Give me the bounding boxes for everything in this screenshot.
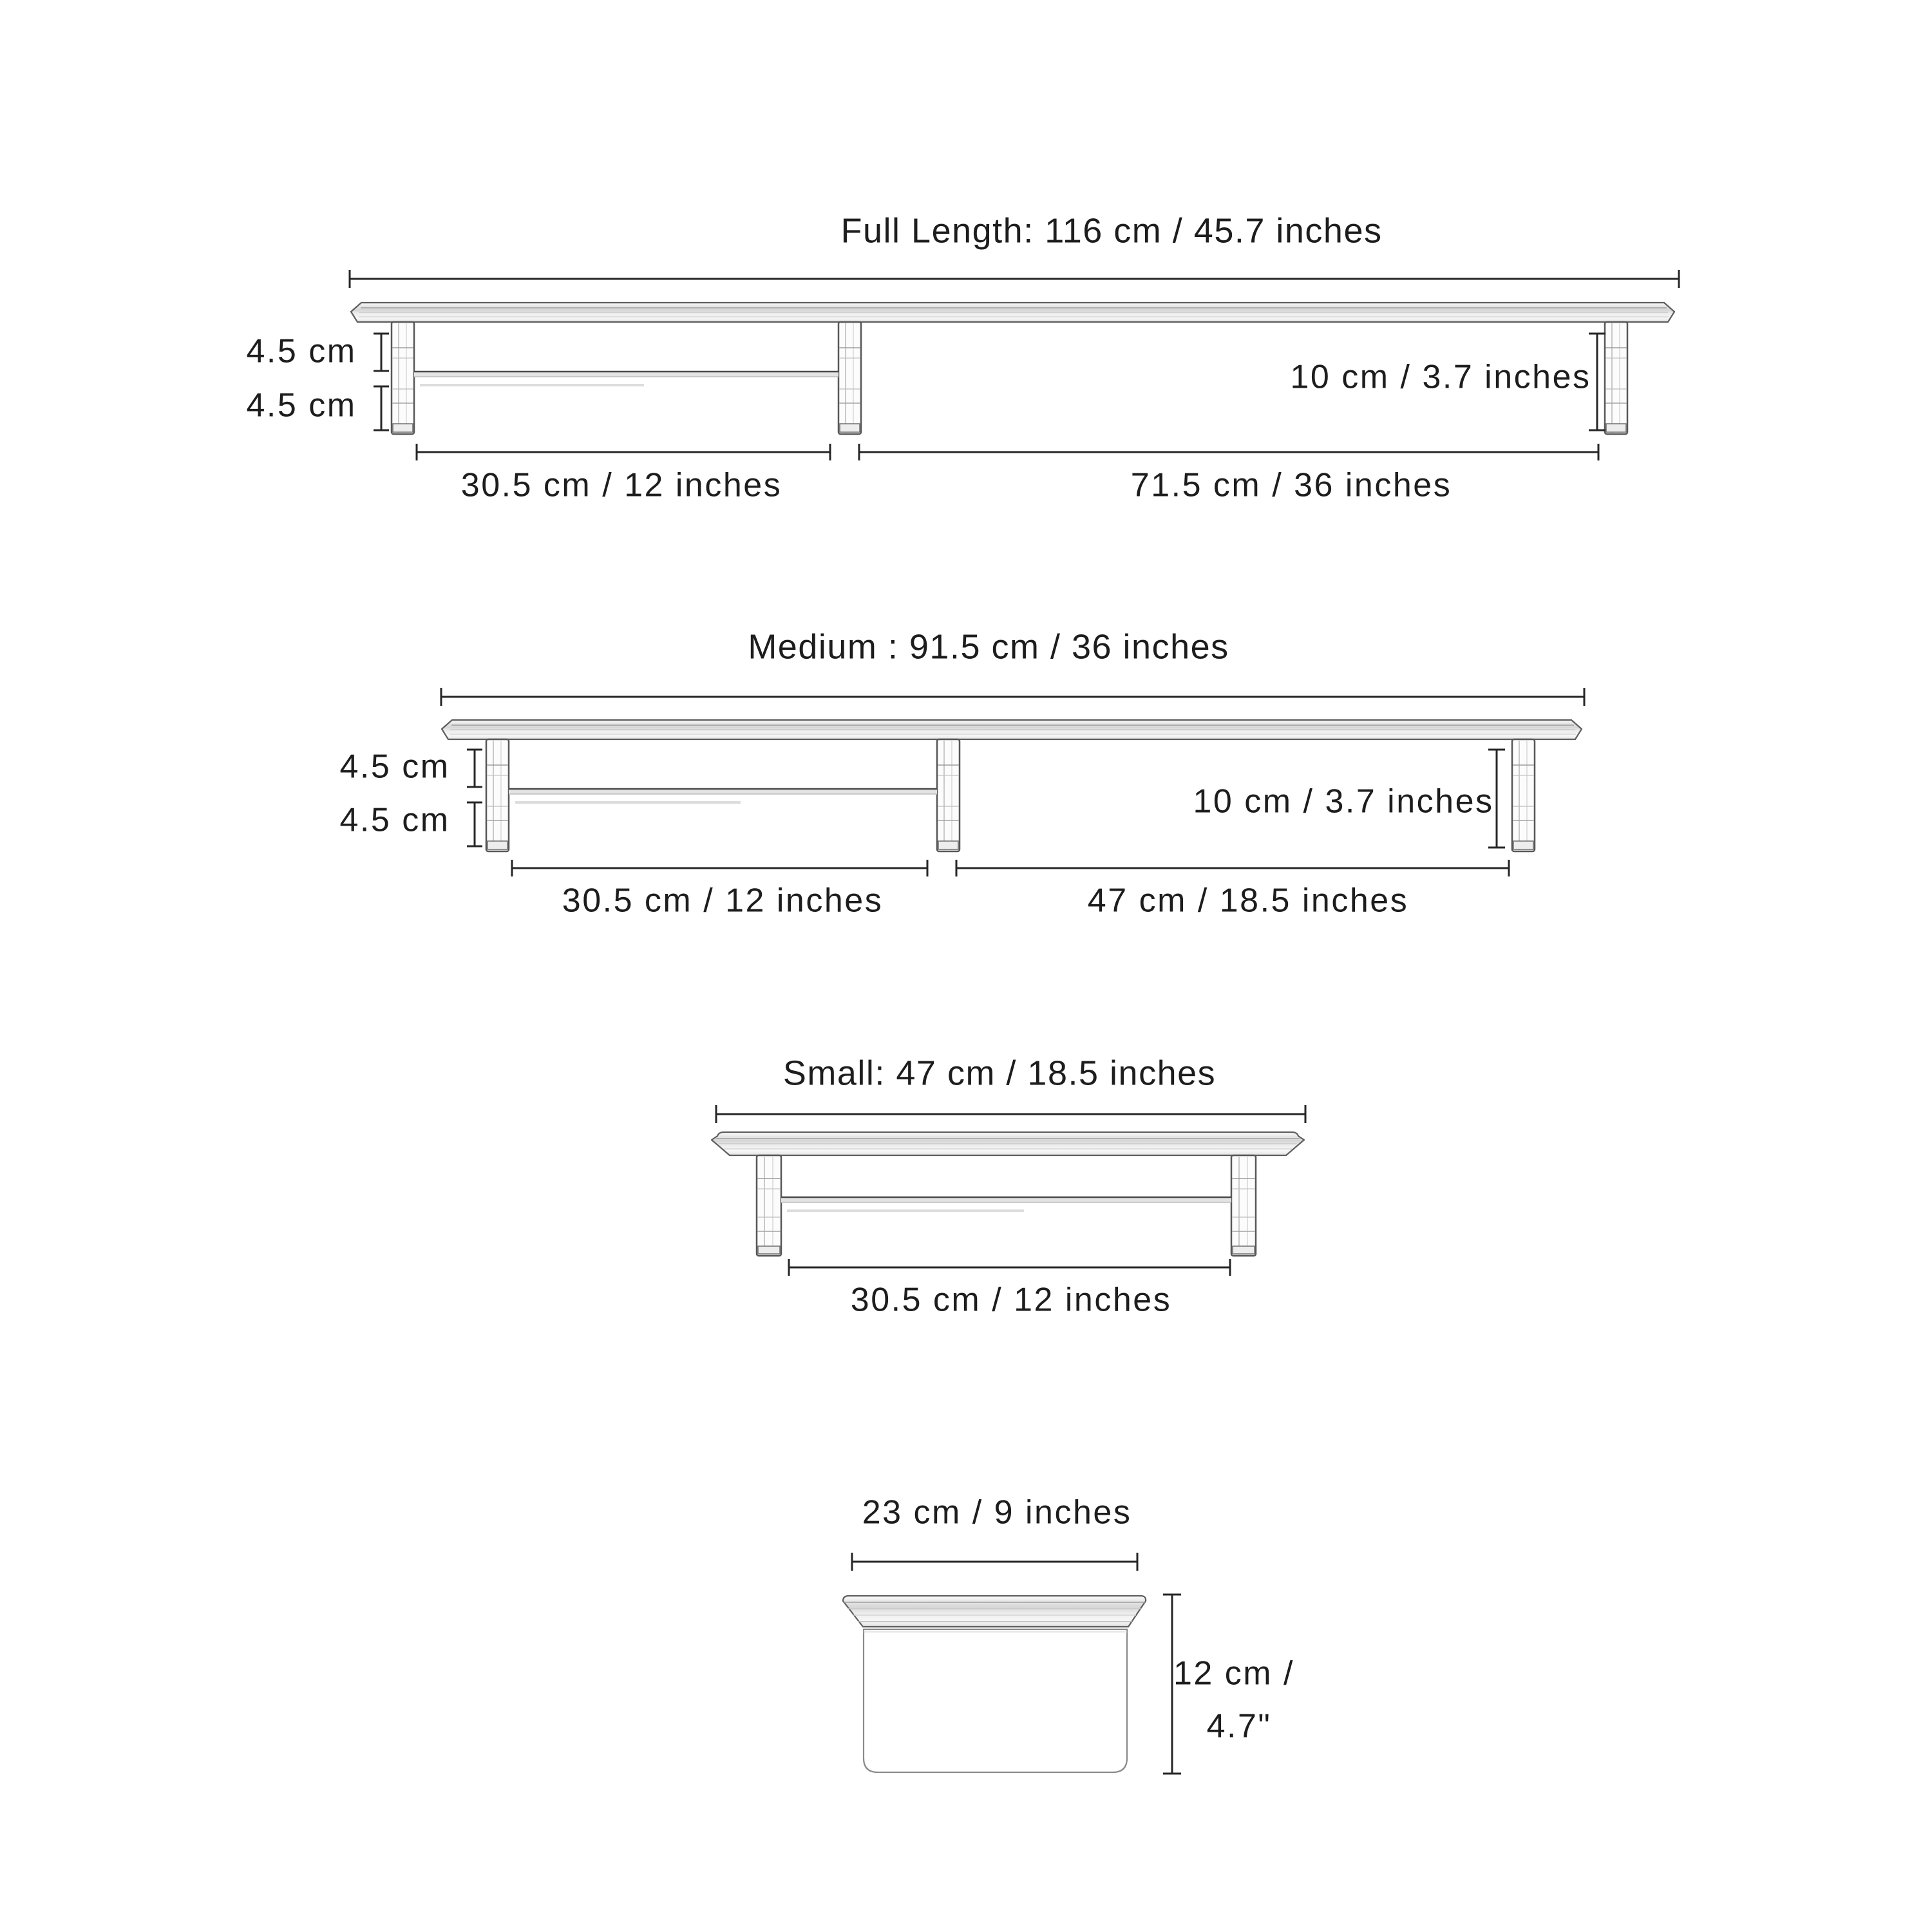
small-title-label: Small: 47 cm / 18.5 inches [782, 1054, 1217, 1093]
full-center-leg [838, 322, 861, 434]
side-body-profile [864, 1629, 1127, 1772]
medium-height-label: 10 cm / 3.7 inches [1193, 782, 1494, 820]
medium-left-leg [486, 739, 509, 851]
medium-shelf-top [442, 720, 1582, 739]
full-span-left-label: 30.5 cm / 12 inches [460, 466, 782, 504]
full-span-left-dimension [417, 444, 830, 504]
medium-right-leg [1512, 739, 1535, 851]
medium-title-label: Medium : 91.5 cm / 36 inches [748, 627, 1229, 667]
full-shelf-top [351, 303, 1674, 322]
small-span-dimension [789, 1259, 1230, 1319]
full-length-title-label: Full Length: 116 cm / 45.7 inches [840, 211, 1383, 251]
side-width-label: 23 cm / 9 inches [862, 1493, 1132, 1531]
medium-leg-lower-label: 4.5 cm [339, 801, 450, 839]
medium-span-right-label: 47 cm / 18.5 inches [1087, 882, 1409, 920]
full-left-leg [392, 322, 414, 434]
medium-leg-upper-label: 4.5 cm [339, 748, 450, 786]
side-height-label-line2: 4.7" [1206, 1707, 1272, 1745]
full-leg-upper-label: 4.5 cm [246, 332, 357, 370]
side-shelf-top-profile [843, 1596, 1146, 1627]
small-span-label: 30.5 cm / 12 inches [850, 1281, 1172, 1319]
medium-span-left-label: 30.5 cm / 12 inches [562, 882, 884, 920]
full-right-leg [1605, 322, 1627, 434]
small-left-leg [757, 1155, 781, 1256]
medium-span-left-dimension [512, 860, 927, 920]
small-right-leg [1231, 1155, 1256, 1256]
full-span-right-label: 71.5 cm / 36 inches [1130, 466, 1452, 504]
small-shelf-top [712, 1132, 1304, 1155]
side-height-label-line1: 12 cm / [1173, 1654, 1294, 1692]
full-leg-lower-label: 4.5 cm [246, 386, 357, 424]
full-height-label: 10 cm / 3.7 inches [1290, 358, 1591, 396]
medium-center-leg [937, 739, 960, 851]
